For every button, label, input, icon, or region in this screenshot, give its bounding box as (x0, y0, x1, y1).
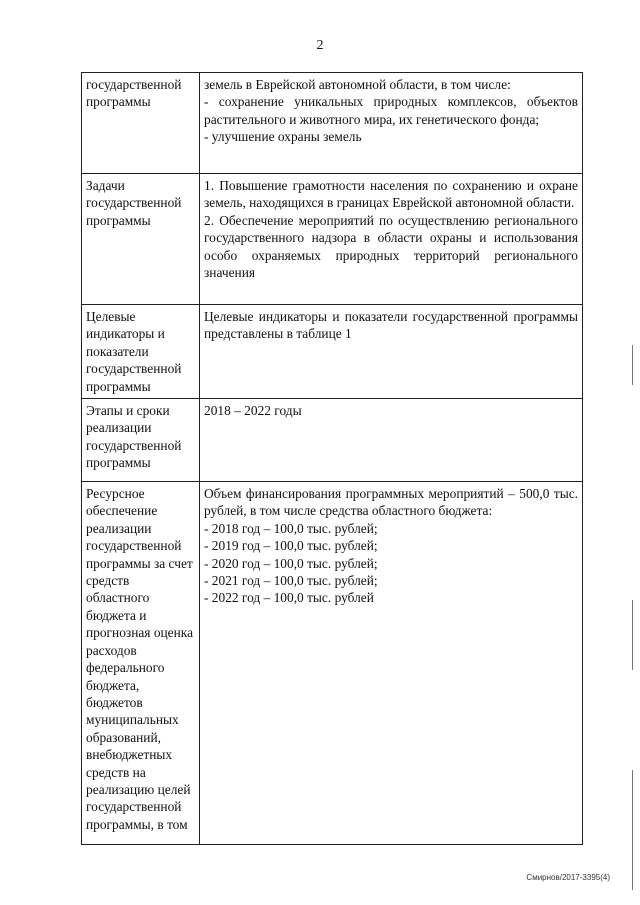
table-row (82, 305, 583, 399)
content-line: - 2021 год – 100,0 тыс. рублей; (204, 573, 378, 589)
row-content-resources (200, 482, 583, 845)
document-code: Смирнов/2017-3395(4) (526, 873, 610, 882)
row-content-tasks (200, 174, 583, 305)
row-content-stages (200, 399, 583, 482)
content-line: земель в Еврейской автономной области, в том числе: (204, 77, 511, 92)
row-content-indicators (200, 305, 583, 399)
table-row (82, 482, 583, 845)
content-line: Объем финансирования программных мероприятий – 500,0 тыс. рублей, в том числе средства областного бюджета: (204, 486, 578, 519)
content-line: 2. Обеспечение мероприятий по осуществлению регионального государственного надзора в области охраны и использования особо охраняемых природных территорий регионального значения (204, 212, 578, 281)
row-label-tasks: Задачи государственной программы (82, 174, 200, 305)
table-row (82, 399, 583, 482)
content-line: - 2020 год – 100,0 тыс. рублей; (204, 555, 378, 571)
row-label-program: государственной программы (82, 73, 200, 174)
content-line: - 2019 год – 100,0 тыс. рублей; (204, 538, 378, 554)
row-label-indicators: Целевые индикаторы и показатели государственной программы (82, 305, 200, 399)
table-row (82, 73, 583, 174)
content-line: - сохранение уникальных природных комплексов, объектов растительного и животного мира, их генетического фонда; (204, 94, 578, 127)
content-line: 2018 – 2022 годы (204, 403, 302, 419)
content-line: - 2022 год – 100,0 тыс. рублей (204, 590, 374, 606)
program-passport-table (81, 72, 583, 845)
scan-edge-mark (632, 345, 633, 385)
row-label-stages: Этапы и сроки реализации государственной программы (82, 399, 200, 482)
content-line: Целевые индикаторы и показатели государственной программы представлены в таблице 1 (204, 309, 578, 342)
row-label-resources: Ресурсное обеспечение реализации государственной программы за счет средств областного бюджета и прогнозная оценка расходов федерального бюджета, бюджетов муниципальных образований, внебюджетных средств на реализацию целей государственной программы, в том (82, 482, 200, 845)
table-row (82, 174, 583, 305)
content-line: 1. Повышение грамотности населения по сохранению и охране земель, находящихся в границах Еврейской автономной области. (204, 178, 578, 211)
content-line: - 2018 год – 100,0 тыс. рублей; (204, 520, 378, 536)
content-line: - улучшение охраны земель (204, 129, 362, 145)
scan-edge-mark (632, 600, 633, 670)
row-content-program (200, 73, 583, 174)
scan-edge-mark (632, 770, 633, 890)
page-number: 2 (316, 38, 324, 53)
